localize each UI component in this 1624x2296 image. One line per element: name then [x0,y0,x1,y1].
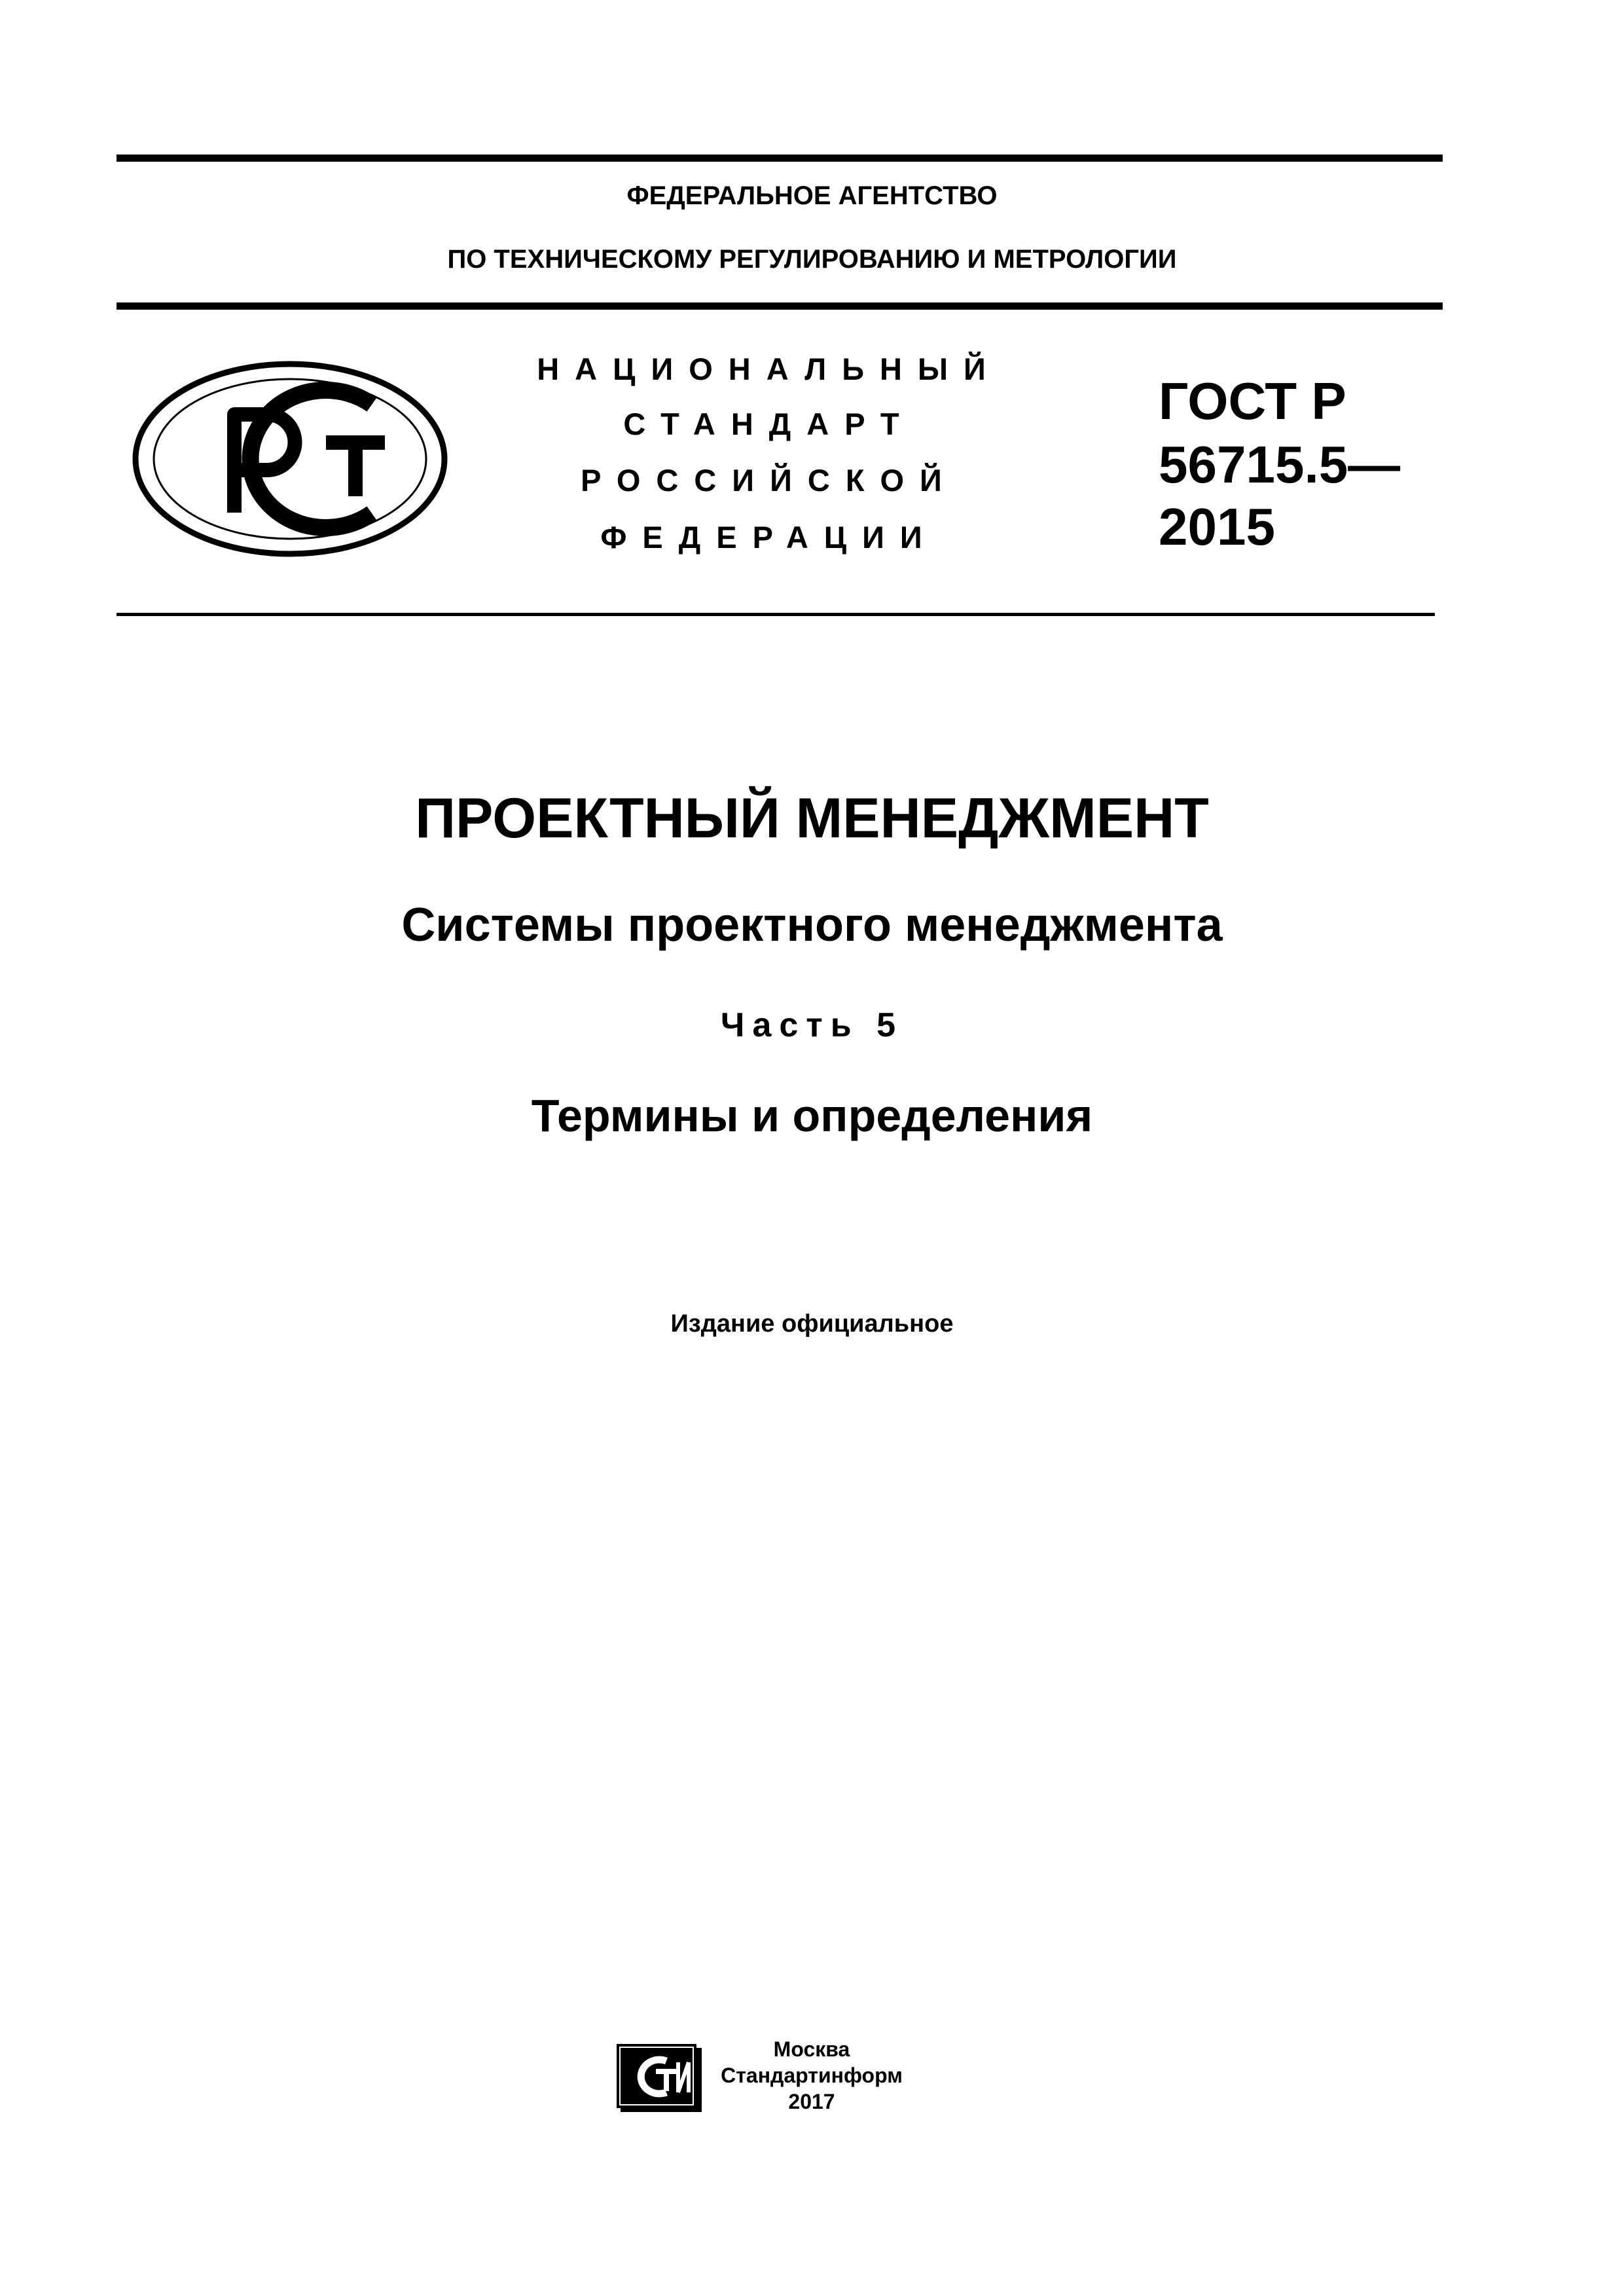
publisher-name: Стандартинформ [721,2064,903,2087]
publisher-year: 2017 [788,2090,835,2113]
main-title: ПРОЕКТНЫЙ МЕНЕДЖМЕНТ [415,787,1209,850]
agency-line-2: ПО ТЕХНИЧЕСКОМУ РЕГУЛИРОВАНИЮ И МЕТРОЛОГИИ [447,245,1177,274]
part-title: Термины и определения [531,1090,1093,1141]
gost-designation-line-2: 56715.5— [1159,435,1401,494]
agency-line-1: ФЕДЕРАЛЬНОЕ АГЕНТСТВО [626,181,998,210]
edition-label: Издание официальное [670,1310,954,1338]
national-standard-line-1: НАЦИОНАЛЬНЫЙ [537,352,1001,386]
header-bottom-rule [117,613,1435,616]
top-rule [117,155,1443,162]
subtitle: Системы проектного менеджмента [401,899,1223,951]
national-standard-line-2: СТАНДАРТ [623,407,915,441]
agency-bottom-rule [117,302,1443,310]
standartinform-logo-icon [615,2043,707,2115]
gost-designation-line-3: 2015 [1159,498,1275,556]
national-standard-line-3: РОССИЙСКОЙ [581,463,958,498]
gost-designation-line-1: ГОСТ Р [1159,372,1346,430]
part-number: Часть 5 [720,1006,904,1044]
national-standard-line-4: ФЕДЕРАЦИИ [600,520,938,555]
rst-logo-icon [130,359,450,559]
publisher-city: Москва [773,2037,850,2061]
